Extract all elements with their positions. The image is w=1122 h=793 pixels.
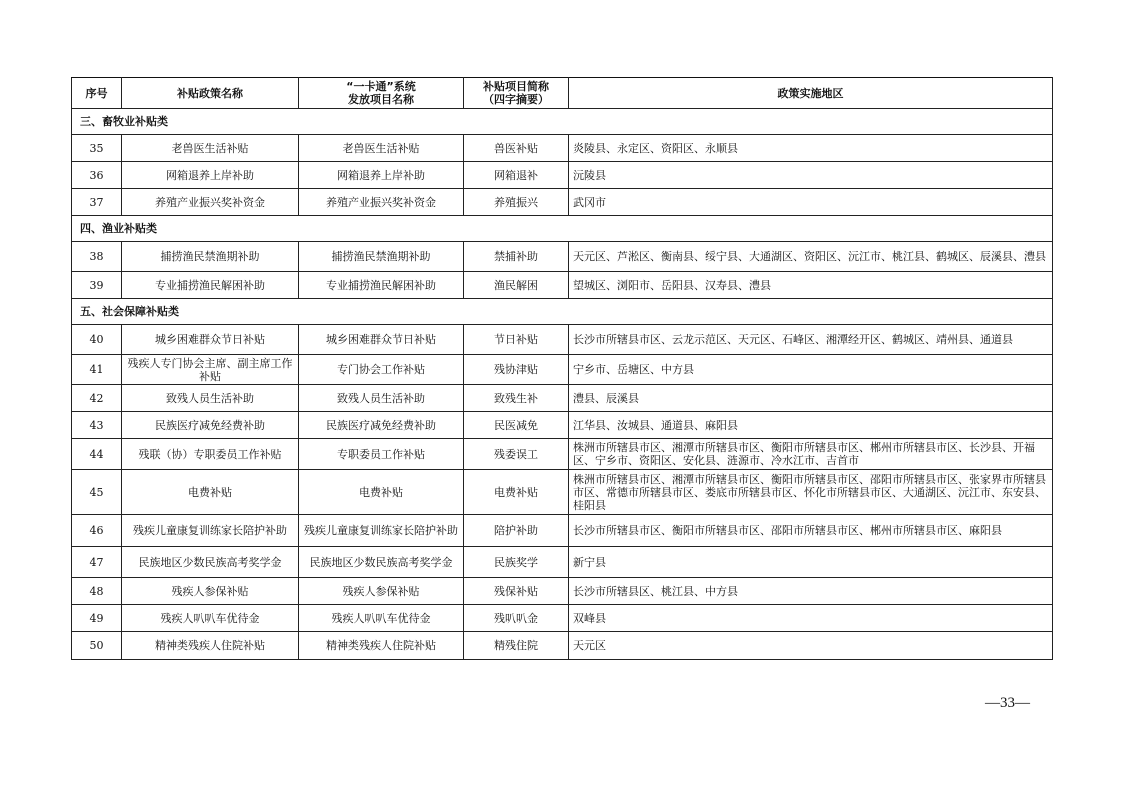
cell-region: 宁乡市、岳塘区、中方县 bbox=[569, 355, 1053, 385]
cell-policy-name: 民族医疗减免经费补助 bbox=[122, 412, 299, 439]
cell-region: 双峰县 bbox=[569, 605, 1053, 632]
cell-no: 38 bbox=[72, 242, 122, 272]
cell-abbreviation: 禁捕补助 bbox=[464, 242, 569, 272]
cell-system-item: 精神类残疾人住院补贴 bbox=[299, 632, 464, 660]
cell-abbreviation: 残叭叭金 bbox=[464, 605, 569, 632]
header-system-line1: “一卡通”系统 bbox=[346, 80, 416, 93]
table-row bbox=[72, 272, 1053, 299]
cell-policy-name: 残疾人专门协会主席、副主席工作补贴 bbox=[122, 355, 299, 385]
cell-abbreviation: 渔民解困 bbox=[464, 272, 569, 299]
header-abbr-line1: 补贴项目简称 bbox=[483, 80, 549, 93]
cell-system-item: 电费补贴 bbox=[299, 470, 464, 515]
cell-no: 45 bbox=[72, 470, 122, 515]
cell-abbreviation: 养殖振兴 bbox=[464, 189, 569, 216]
table-row bbox=[72, 242, 1053, 272]
cell-region: 沅陵县 bbox=[569, 162, 1053, 189]
cell-region: 澧县、辰溪县 bbox=[569, 385, 1053, 412]
cell-policy-name: 致残人员生活补助 bbox=[122, 385, 299, 412]
header-system-line2: 发放项目名称 bbox=[348, 93, 414, 106]
cell-policy-name: 养殖产业振兴奖补资金 bbox=[122, 189, 299, 216]
cell-system-item: 民族医疗减免经费补助 bbox=[299, 412, 464, 439]
cell-policy-name: 专业捕捞渔民解困补助 bbox=[122, 272, 299, 299]
cell-abbreviation: 精残住院 bbox=[464, 632, 569, 660]
cell-policy-name: 民族地区少数民族高考奖学金 bbox=[122, 547, 299, 578]
section-title: 三、畜牧业补贴类 bbox=[72, 109, 1053, 135]
header-abbreviation bbox=[464, 78, 569, 109]
cell-region: 天元区 bbox=[569, 632, 1053, 660]
cell-region: 株洲市所辖县市区、湘潭市所辖县市区、衡阳市所辖县市区、郴州市所辖县市区、长沙县、开福区、宁乡市、资阳区、安化县、涟源市、冷水江市、吉首市 bbox=[569, 439, 1053, 470]
cell-abbreviation: 兽医补贴 bbox=[464, 135, 569, 162]
section-row bbox=[72, 299, 1053, 325]
table-header-row bbox=[72, 78, 1053, 109]
section-title: 五、社会保障补贴类 bbox=[72, 299, 1053, 325]
cell-policy-name: 残疾人参保补贴 bbox=[122, 578, 299, 605]
cell-system-item: 老兽医生活补贴 bbox=[299, 135, 464, 162]
cell-abbreviation: 节日补贴 bbox=[464, 325, 569, 355]
cell-no: 39 bbox=[72, 272, 122, 299]
cell-abbreviation: 网箱退补 bbox=[464, 162, 569, 189]
cell-no: 44 bbox=[72, 439, 122, 470]
cell-no: 37 bbox=[72, 189, 122, 216]
table-row bbox=[72, 605, 1053, 632]
page-number: —33— bbox=[985, 695, 1030, 711]
cell-system-item: 残疾人叭叭车优待金 bbox=[299, 605, 464, 632]
cell-no: 49 bbox=[72, 605, 122, 632]
cell-no: 46 bbox=[72, 515, 122, 547]
header-no: 序号 bbox=[72, 78, 122, 109]
cell-policy-name: 精神类残疾人住院补贴 bbox=[122, 632, 299, 660]
cell-region: 长沙市所辖县市区、衡阳市所辖县市区、邵阳市所辖县市区、郴州市所辖县市区、麻阳县 bbox=[569, 515, 1053, 547]
cell-policy-name: 残疾人叭叭车优待金 bbox=[122, 605, 299, 632]
cell-abbreviation: 民族奖学 bbox=[464, 547, 569, 578]
cell-policy-name: 残联（协）专职委员工作补贴 bbox=[122, 439, 299, 470]
cell-policy-name: 老兽医生活补贴 bbox=[122, 135, 299, 162]
table-row bbox=[72, 547, 1053, 578]
table-row bbox=[72, 325, 1053, 355]
cell-system-item: 专业捕捞渔民解困补助 bbox=[299, 272, 464, 299]
table-body bbox=[72, 109, 1053, 660]
cell-system-item: 专职委员工作补贴 bbox=[299, 439, 464, 470]
table-row bbox=[72, 578, 1053, 605]
cell-abbreviation: 残委误工 bbox=[464, 439, 569, 470]
cell-no: 40 bbox=[72, 325, 122, 355]
cell-abbreviation: 民医减免 bbox=[464, 412, 569, 439]
cell-region: 江华县、汝城县、通道县、麻阳县 bbox=[569, 412, 1053, 439]
cell-policy-name: 电费补贴 bbox=[122, 470, 299, 515]
cell-no: 50 bbox=[72, 632, 122, 660]
table-row bbox=[72, 355, 1053, 385]
section-row bbox=[72, 109, 1053, 135]
table-row bbox=[72, 439, 1053, 470]
cell-region: 新宁县 bbox=[569, 547, 1053, 578]
cell-system-item: 养殖产业振兴奖补资金 bbox=[299, 189, 464, 216]
cell-region: 天元区、芦淞区、衡南县、绥宁县、大通湖区、资阳区、沅江市、桃江县、鹤城区、辰溪县、澧县 bbox=[569, 242, 1053, 272]
cell-no: 48 bbox=[72, 578, 122, 605]
cell-policy-name: 城乡困难群众节日补贴 bbox=[122, 325, 299, 355]
cell-region: 长沙市所辖县市区、云龙示范区、天元区、石峰区、湘潭经开区、鹤城区、靖州县、通道县 bbox=[569, 325, 1053, 355]
header-policy-name: 补贴政策名称 bbox=[122, 78, 299, 109]
cell-region: 武冈市 bbox=[569, 189, 1053, 216]
header-region: 政策实施地区 bbox=[569, 78, 1053, 109]
cell-no: 47 bbox=[72, 547, 122, 578]
cell-no: 36 bbox=[72, 162, 122, 189]
header-abbr-line2: （四字摘要） bbox=[483, 93, 549, 106]
cell-policy-name: 捕捞渔民禁渔期补助 bbox=[122, 242, 299, 272]
cell-system-item: 专门协会工作补贴 bbox=[299, 355, 464, 385]
cell-abbreviation: 陪护补助 bbox=[464, 515, 569, 547]
cell-region: 炎陵县、永定区、资阳区、永顺县 bbox=[569, 135, 1053, 162]
table-row bbox=[72, 189, 1053, 216]
cell-abbreviation: 电费补贴 bbox=[464, 470, 569, 515]
cell-no: 35 bbox=[72, 135, 122, 162]
cell-abbreviation: 致残生补 bbox=[464, 385, 569, 412]
cell-system-item: 网箱退养上岸补助 bbox=[299, 162, 464, 189]
cell-region: 长沙市所辖县区、桃江县、中方县 bbox=[569, 578, 1053, 605]
cell-system-item: 民族地区少数民族高考奖学金 bbox=[299, 547, 464, 578]
cell-no: 42 bbox=[72, 385, 122, 412]
section-row bbox=[72, 216, 1053, 242]
table-row bbox=[72, 515, 1053, 547]
section-title: 四、渔业补贴类 bbox=[72, 216, 1053, 242]
cell-region: 株洲市所辖县市区、湘潭市所辖县市区、衡阳市所辖县市区、邵阳市所辖县市区、张家界市所辖县市区、常德市所辖县市区、娄底市所辖县市区、怀化市所辖县市区、大通湖区、沅江市、东安县、桂阳县 bbox=[569, 470, 1053, 515]
table-row bbox=[72, 412, 1053, 439]
cell-no: 41 bbox=[72, 355, 122, 385]
subsidy-policy-table bbox=[71, 77, 1053, 660]
cell-system-item: 捕捞渔民禁渔期补助 bbox=[299, 242, 464, 272]
table-row bbox=[72, 632, 1053, 660]
cell-no: 43 bbox=[72, 412, 122, 439]
cell-policy-name: 网箱退养上岸补助 bbox=[122, 162, 299, 189]
cell-system-item: 城乡困难群众节日补贴 bbox=[299, 325, 464, 355]
cell-abbreviation: 残协津贴 bbox=[464, 355, 569, 385]
table-row bbox=[72, 135, 1053, 162]
table-row bbox=[72, 470, 1053, 515]
table-row bbox=[72, 385, 1053, 412]
header-system-item bbox=[299, 78, 464, 109]
cell-policy-name: 残疾儿童康复训练家长陪护补助 bbox=[122, 515, 299, 547]
table-row bbox=[72, 162, 1053, 189]
cell-region: 望城区、浏阳市、岳阳县、汉寿县、澧县 bbox=[569, 272, 1053, 299]
cell-abbreviation: 残保补贴 bbox=[464, 578, 569, 605]
cell-system-item: 致残人员生活补助 bbox=[299, 385, 464, 412]
cell-system-item: 残疾人参保补贴 bbox=[299, 578, 464, 605]
cell-system-item: 残疾儿童康复训练家长陪护补助 bbox=[299, 515, 464, 547]
